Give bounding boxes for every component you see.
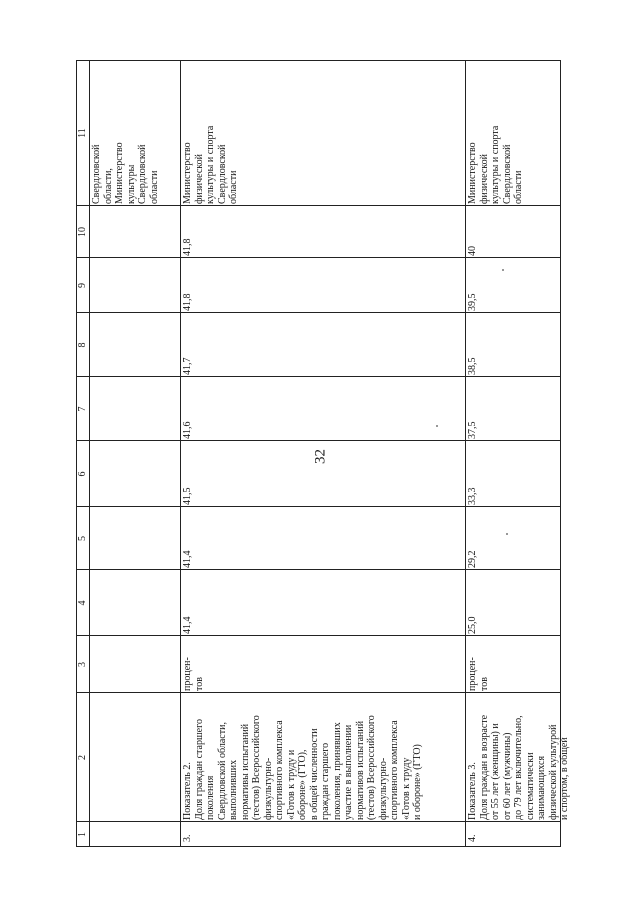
- row-4-value-col5: 29,2: [467, 550, 478, 568]
- header-col-6: 6: [77, 471, 88, 477]
- header-col-5: 5: [77, 536, 88, 541]
- header-col-11: 11: [77, 128, 88, 138]
- row-4-value-col7: 37,5: [467, 421, 478, 439]
- row-4-unit: процен- тов: [467, 657, 490, 691]
- row-4-indicator: Показатель 3. Доля граждан в возрасте от 55 лет (женщины) и от 60 лет (мужчины) до 79 лет включительно, систематически занимающихся физической культурой и спортом, в общей: [467, 714, 570, 820]
- row-3-value-col4: 41,4: [182, 616, 193, 634]
- row-3-value-col5: 41,4: [182, 550, 193, 568]
- header-col-3: 3: [77, 662, 88, 667]
- row-3-value-col7: 41,6: [182, 421, 193, 439]
- header-col-4: 4: [77, 600, 88, 606]
- row-4-value-col4: 25,0: [467, 616, 478, 634]
- header-col-2: 2: [77, 755, 88, 760]
- row-3-unit: процен- тов: [182, 657, 205, 691]
- row-3-value-col8: 41,7: [182, 357, 193, 375]
- row-4-value-col10: 40: [467, 246, 478, 256]
- rotated-table: [76, 60, 570, 847]
- row-3-value-col6: 41,5: [182, 487, 193, 505]
- continuation-responsible: Свердловской области, Министерство культуры Свердловской области: [91, 142, 160, 204]
- row-4-number: 4.: [467, 834, 478, 842]
- header-col-8: 8: [77, 342, 88, 348]
- row-4-value-col6: 33,3: [467, 487, 478, 505]
- header-col-10: 10: [77, 227, 88, 237]
- row-4-value-col8: 38,5: [467, 357, 478, 375]
- scan-speck: [436, 425, 438, 427]
- row-3-responsible: Министерство физической культуры и спорта Свердловской области: [182, 125, 239, 204]
- header-col-9: 9: [77, 283, 88, 288]
- row-3-value-col10: 41,8: [182, 238, 193, 256]
- row-4-responsible: Министерство физической культуры и спорта Свердловской области: [467, 125, 524, 204]
- row-3-value-col9: 41,8: [182, 293, 193, 311]
- row-3-indicator: Показатель 2. Доля граждан старшего поколения Свердловской области, выполнивших нормативы испытаний (тестов) Всероссийского физкультурно- спортивного комплекса «Готов к труду и обороне» (ГТО), в общей численности граждан старшего поколения, принявших участие в выполнении нормативов испытаний (тестов) Всероссийского физкультурно- спортивного комплекса «Готов к труду и обороне» (ГТО): [182, 715, 423, 820]
- row-4-value-col9: 39,5: [467, 293, 478, 311]
- header-col-7: 7: [77, 406, 88, 412]
- scan-speck: [502, 269, 504, 271]
- row-3-number: 3.: [182, 834, 193, 842]
- scan-speck: [506, 533, 508, 535]
- header-col-1: 1: [77, 832, 88, 837]
- page-number: 32: [312, 449, 329, 464]
